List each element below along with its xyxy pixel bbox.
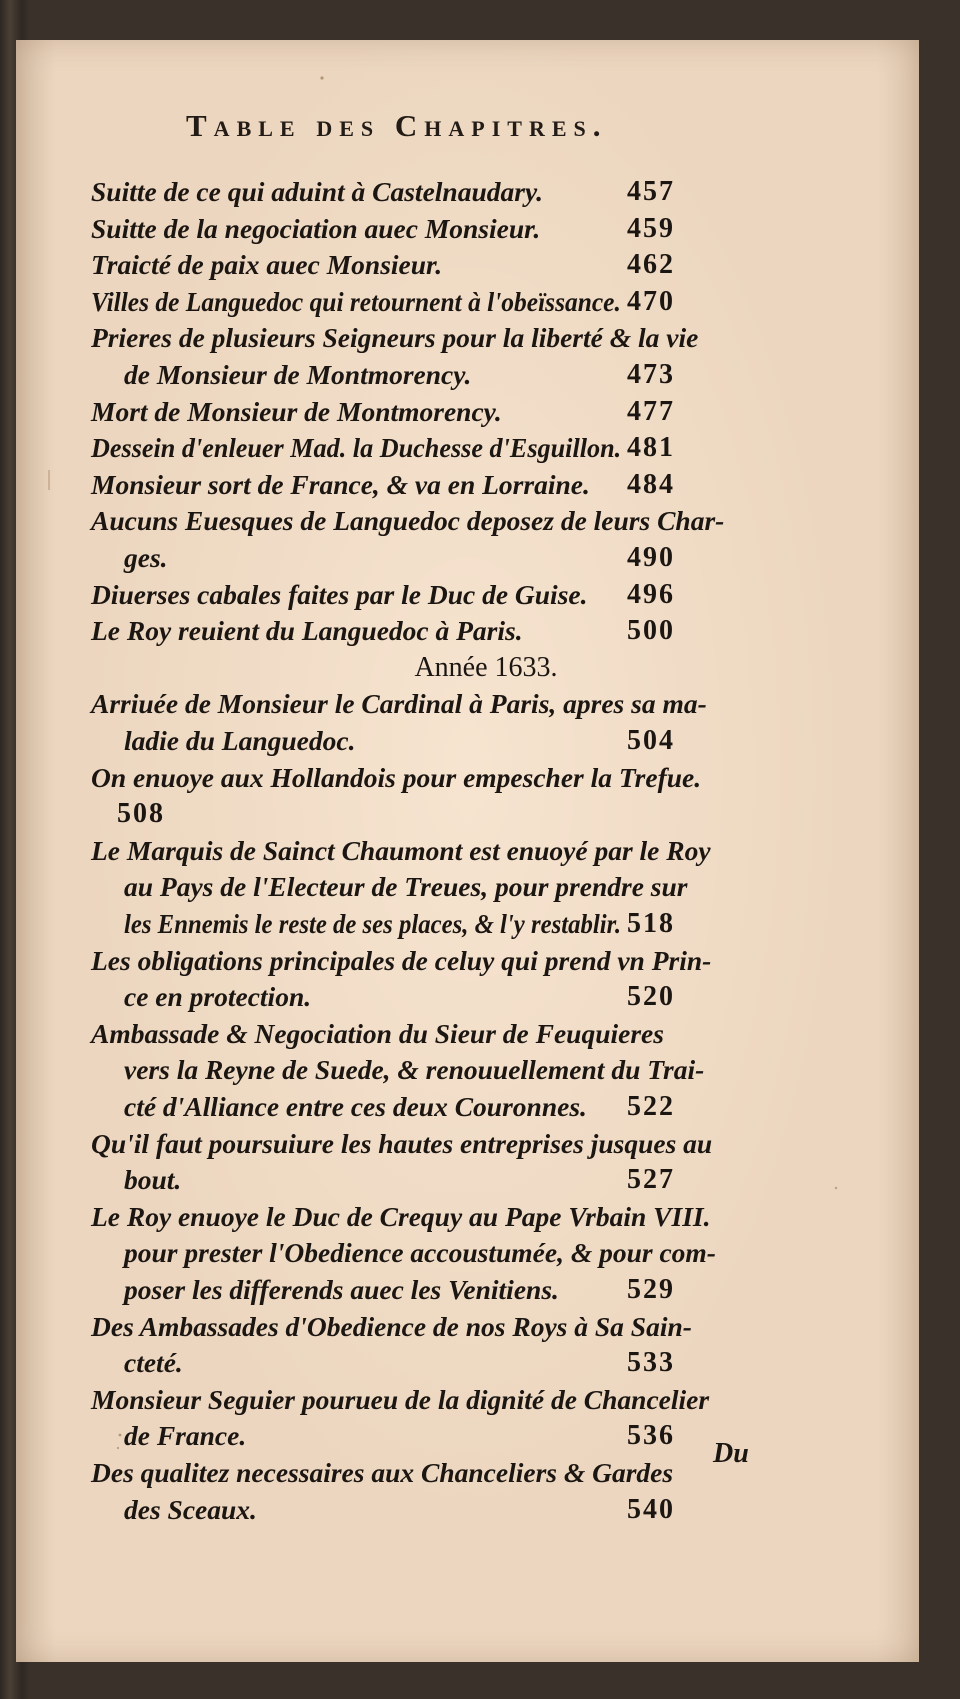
chapter-title: Les obligations principales de celuy qui prend vn Prin- [91, 944, 712, 976]
toc-line [16, 1014, 919, 1054]
chapter-title: Des qualitez necessaires aux Chanceliers & Gardes [91, 1457, 674, 1488]
toc-line [16, 794, 919, 834]
toc-line [16, 575, 919, 615]
chapter-title: vers la Reyne de Suede, & renouuellement du Trai- [124, 1054, 705, 1086]
page-number: 481 [627, 432, 675, 464]
chapter-title: des Sceaux. [124, 1493, 257, 1525]
toc-line [16, 282, 919, 322]
page-number: 520 [627, 981, 675, 1013]
chapter-title: Le Roy enuoye le Duc de Crequy au Pape Vrbain VIII. [91, 1200, 711, 1232]
page-number: 522 [627, 1091, 675, 1122]
toc-line [16, 1416, 919, 1456]
chapter-title: ladie du Languedoc. [124, 725, 356, 756]
chapter-title: Des Ambassades d'Obedience de nos Roys à Sa Sain- [91, 1310, 692, 1342]
chapter-title: Arriuée de Monsieur le Cardinal à Paris, apres sa ma- [91, 688, 707, 720]
toc-line [16, 1233, 919, 1273]
chapter-title: Prieres de plusieurs Seigneurs pour la liberté & la vie [91, 322, 699, 354]
chapter-title: On enuoye aux Hollandois pour empescher la Trefue. [91, 761, 702, 793]
toc-line [16, 355, 919, 395]
toc-line [16, 1160, 919, 1200]
toc-line [16, 941, 919, 981]
toc-line [16, 245, 919, 285]
chapter-title: Traicté de paix auec Monsieur. [91, 249, 443, 281]
toc-line [16, 1453, 919, 1493]
toc-line [16, 1307, 919, 1347]
page-number: 490 [627, 542, 675, 573]
running-head: Table des Chapitres. [186, 108, 608, 143]
toc-line [16, 318, 919, 358]
year-heading: Année 1633. [414, 651, 558, 683]
page-number: 527 [627, 1164, 675, 1196]
toc-line [16, 1490, 919, 1530]
toc-line [16, 611, 919, 651]
toc-line [16, 538, 919, 578]
chapter-title: Suitte de la negociation auec Monsieur. [91, 212, 541, 244]
chapter-title: cteté. [124, 1347, 183, 1379]
page-number: 473 [627, 359, 675, 390]
chapter-title: poser les differends auec les Venitiens. [124, 1274, 559, 1305]
page-number: 457 [627, 176, 675, 207]
page-number: 508 [117, 798, 165, 830]
chapter-title: de Monsieur de Montmorency. [124, 359, 472, 390]
toc-line [16, 684, 919, 724]
chapter-title: les Ennemis le reste de ses places, & l'y restablir. [124, 908, 622, 939]
chapter-title: Suitte de ce qui aduint à Castelnaudary. [91, 176, 544, 207]
chapter-title: Mort de Monsieur de Montmorency. [91, 395, 502, 427]
toc-line [16, 465, 919, 505]
toc-line [16, 977, 919, 1017]
toc-line [16, 392, 919, 432]
chapter-title: au Pays de l'Electeur de Treues, pour prendre sur [124, 871, 688, 903]
page-number: 536 [627, 1420, 675, 1452]
page-number: 540 [627, 1493, 675, 1525]
chapter-title: de France. [124, 1420, 247, 1452]
toc-line [16, 1050, 919, 1090]
toc-line [16, 1270, 919, 1310]
page-number: 518 [627, 908, 675, 939]
chapter-title: Monsieur sort de France, & va en Lorraine. [91, 468, 590, 500]
toc-line [16, 209, 919, 249]
page-number: 504 [627, 725, 675, 756]
chapter-title: bout. [124, 1164, 182, 1196]
book-page [16, 40, 919, 1662]
page-number: 496 [627, 578, 675, 610]
chapter-title: Ambassade & Negociation du Sieur de Feuquieres [91, 1017, 664, 1049]
toc-line [16, 831, 919, 871]
chapter-title: Le Marquis de Sainct Chaumont est enuoyé par le Roy [91, 834, 711, 866]
toc-line [16, 1087, 919, 1127]
chapter-title: Villes de Languedoc qui retournent à l'obeïssance. [91, 285, 621, 317]
toc-line [16, 904, 919, 944]
chapter-title: ce en protection. [124, 981, 312, 1013]
toc-line [16, 1380, 919, 1420]
chapter-title: pour prester l'Obedience accoustumée, & pour com- [124, 1237, 716, 1269]
catchword: Du [713, 1438, 749, 1469]
chapter-title: Monsieur Seguier pourueu de la dignité de Chancelier [91, 1383, 710, 1415]
toc-line [16, 758, 919, 798]
toc-line [16, 721, 919, 761]
page-number: 529 [627, 1274, 675, 1305]
page-number: 459 [627, 212, 675, 244]
toc-line [16, 1197, 919, 1237]
page-number: 533 [627, 1347, 675, 1379]
toc-line [16, 172, 919, 212]
page-number: 500 [627, 615, 675, 647]
chapter-title: Diuerses cabales faites par le Duc de Guise. [91, 578, 588, 610]
chapter-title: Le Roy reuient du Languedoc à Paris. [91, 615, 523, 647]
page-number: 484 [627, 468, 675, 500]
chapter-title: Dessein d'enleuer Mad. la Duchesse d'Esguillon. [91, 432, 622, 464]
toc-line [16, 428, 919, 468]
page-number: 477 [627, 395, 675, 427]
toc-line [16, 501, 919, 541]
chapter-title: ges. [124, 542, 168, 573]
toc-line [16, 867, 919, 907]
toc-line [16, 1343, 919, 1383]
chapter-title: cté d'Alliance entre ces deux Couronnes. [124, 1091, 587, 1122]
toc-line [16, 1124, 919, 1164]
page-number: 470 [627, 285, 675, 317]
page-number: 462 [627, 249, 675, 281]
chapter-title: Qu'il faut poursuiure les hautes entreprises jusques au [91, 1127, 713, 1159]
chapter-title: Aucuns Euesques de Languedoc deposez de leurs Char- [91, 505, 725, 537]
